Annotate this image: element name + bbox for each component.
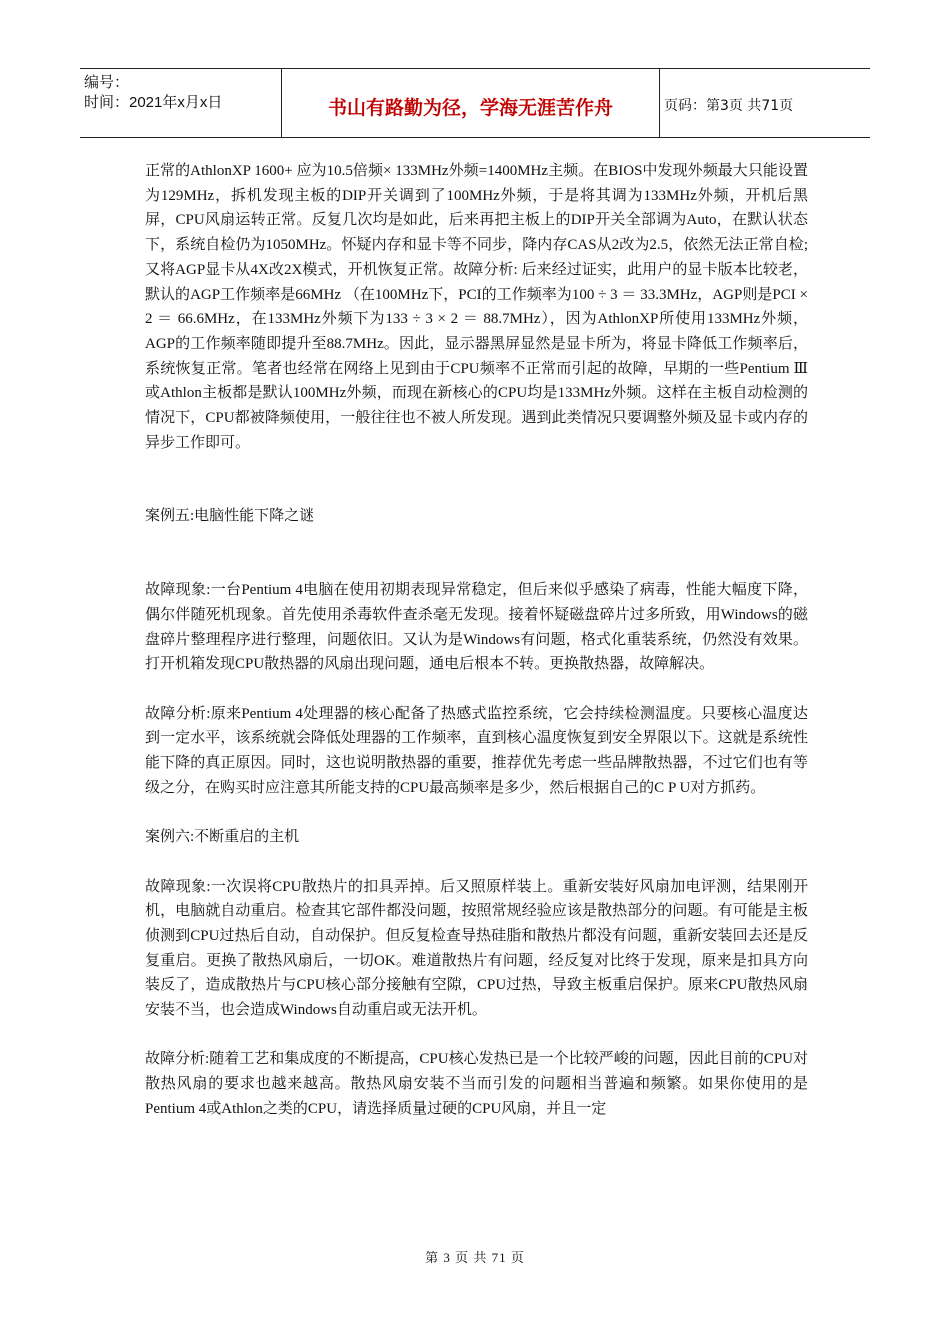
header-meta-cell: [80, 69, 282, 137]
page-footer: 第 3 页 共 71 页: [425, 1250, 525, 1265]
heading-case5: 案例五:电脑性能下降之谜: [145, 508, 315, 525]
document-date: 时间：2021年x月x日: [84, 94, 223, 111]
document-body: [145, 159, 808, 1122]
header-motto: 书山有路勤为径，学海无涯苦作舟: [282, 69, 660, 137]
header-page-info: 页码：第3页 共71页: [664, 98, 794, 114]
document-number-label: 编号：: [84, 74, 130, 91]
paragraph-case5-analysis: 故障分析:原来Pentium 4处理器的核心配备了热感式监控系统，它会持续检测温度。只要核心温度达到一定水平，该系统就会降低处理器的工作频率，直到核心温度恢复到安全界限以下。这就是系统性能下降的真正原因。同时，这也说明散热器的重要，推荐优先考虑一些品牌散热器，不过它们也有等级之分，在购买时应注意其所能支持的CPU最高频率是多少，然后根据自己的C P U对方抓药。: [145, 705, 808, 796]
paragraph-case5-symptom: 故障现象:一台Pentium 4电脑在使用初期表现异常稳定，但后来似乎感染了病毒，性能大幅度下降，偶尔伴随死机现象。首先使用杀毒软件查杀毫无发现。接着怀疑磁盘碎片过多所致，用Windows的磁盘碎片整理程序进行整理，问题依旧。又认为是Windows有问题，格式化重装系统，仍然没有效果。打开机箱发现CPU散热器的风扇出现问题，通电后根本不转。更换散热器，故障解决。: [145, 582, 808, 673]
paragraph-case6-analysis: 故障分析:随着工艺和集成度的不断提高，CPU核心发热已是一个比较严峻的问题，因此目前的CPU对散热风扇的要求也越来越高。散热风扇安装不当而引发的问题相当普遍和频繁。如果你使用的是Pentium 4或Athlon之类的CPU，请选择质量过硬的CPU风扇，并且一定: [145, 1051, 808, 1117]
paragraph-case6-symptom: 故障现象:一次误将CPU散热片的扣具弄掉。后又照原样装上。重新安装好风扇加电评测，结果刚开机，电脑就自动重启。检查其它部件都没问题，按照常规经验应该是散热部分的问题。有可能是主板侦测到CPU过热后自动，自动保护。但反复检查导热硅脂和散热片都没有问题，重新安装回去还是反复重启。更换了散热风扇后，一切OK。难道散热片有问题，经反复对比终于发现，原来是扣具方向装反了，造成散热片与CPU核心部分接触有空隙，CPU过热，导致主板重启保护。原来CPU散热风扇安装不当，也会造成Windows自动重启或无法开机。: [145, 878, 808, 1019]
heading-case6: 案例六:不断重启的主机: [145, 829, 300, 846]
page-header: [80, 68, 870, 138]
paragraph-case4-analysis: 正常的AthlonXP 1600+ 应为10.5倍频× 133MHz外频=1400MHz主频。在BIOS中发现外频最大只能设置为129MHz，拆机发现主板的DIP开关调到了100MHz外频，于是将其调为133MHz外频，开机后黑屏，CPU风扇运转正常。反复几次均是如此，后来再把主板上的DIP开关全部调为Auto，在默认状态下，系统自检仍为1050MHz。怀疑内存和显卡等不同步，降内存CAS从2改为2.5，依然无法正常自检;又将AGP显卡从4X改2X模式，开机恢复正常。故障分析: 后来经过证实，此用户的显卡版本比较老，默认的AGP工作频率是66MHz （在100MHz下，PCI的工作频率为100 ÷ 3 ＝ 33.3MHz，AGP则是PCI × 2 ＝ 66.6MHz，在133MHz外频下为133 ÷ 3 × 2 ＝ 88.7MHz），因为AthlonXP所使用133MHz外频，AGP的工作频率随即提升至88.7MHz。因此，显示器黑屏显然是显卡所为，将显卡降低工作频率后，系统恢复正常。笔者也经常在网络上见到由于CPU频率不正常而引起的故障，早期的一些Pentium Ⅲ或Athlon主板都是默认100MHz外频，而现在新核心的CPU均是133MHz外频。这样在主板自动检测的情况下，CPU都被降频使用，一般往往也不被人所发现。遇到此类情况只要调整外频及显卡或内存的异步工作即可。: [145, 163, 808, 451]
